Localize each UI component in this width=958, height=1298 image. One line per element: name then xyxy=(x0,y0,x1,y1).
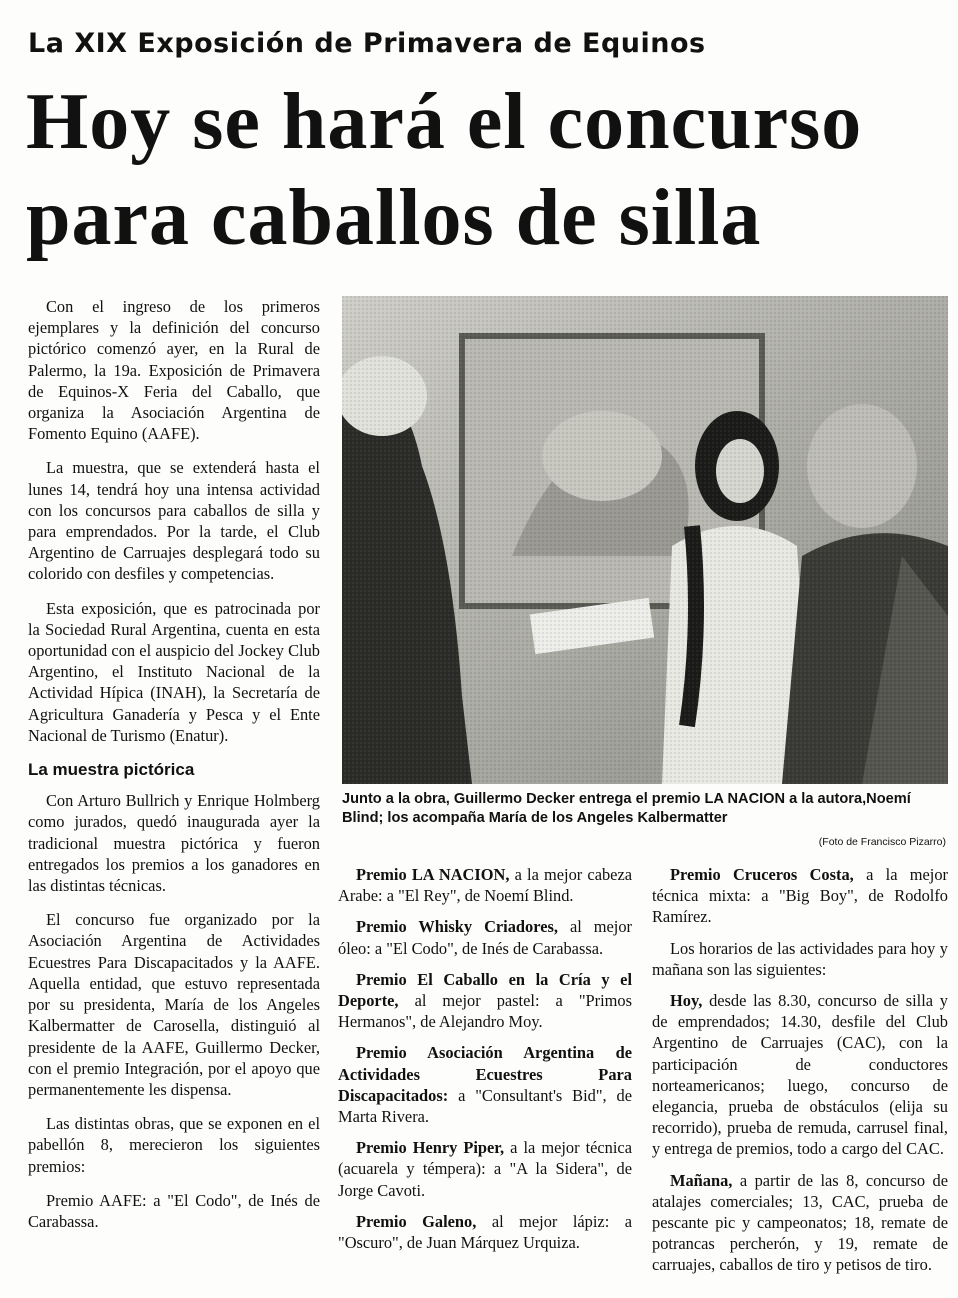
paragraph: Con Arturo Bullrich y Enrique Holmberg como jurados, quedó inaugurada ayer la tradicional muestra pictórica y fueron entregados los premios a los ganadores en las distintas técnicas. xyxy=(28,791,320,896)
award-item: Premio Henry Piper, a la mejor técnica (acuarela y témpera): a "A la Sidera", de Jorge Cavoti. xyxy=(338,1138,632,1200)
paragraph: Con el ingreso de los primeros ejemplares y la definición del concurso pictórico comenzó ayer, en la Rural de Palermo, la 19a. Exposición de Primavera de Equinos-X Feria del Caballo, que organiza la Asociación Argentina de Fomento Equino (AAFE). xyxy=(28,297,320,444)
paragraph: Esta exposición, que es patrocinada por la Sociedad Rural Argentina, cuenta en esta oportunidad con el auspicio del Jockey Club Argentino, el Instituto Nacional de la Actividad Hípica (INAH), la Secretaría de Agricultura Ganadería y Pesca y el Ente Nacional de Turismo (Enatur). xyxy=(28,598,320,745)
paragraph: La muestra, que se extenderá hasta el lunes 14, tendrá hoy una intensa actividad con los concursos para caballos de silla y para emprendados. Por la tarde, el Club Argentino de Carruajes desplegará todo su colorido con desfiles y competencias. xyxy=(28,458,320,584)
award-item: Premio Galeno, al mejor lápiz: a "Oscuro", de Juan Márquez Urquiza. xyxy=(338,1211,633,1253)
paragraph: Las distintas obras, que se exponen en el pabellón 8, merecieron los siguientes premios: xyxy=(28,1114,320,1176)
headline-line-1: Hoy se hará el concurso xyxy=(26,78,863,166)
column-2 xyxy=(338,864,632,1263)
paragraph: El concurso fue organizado por la Asociación Argentina de Actividades Ecuestres Para Discapacitados y la AAFE. Aquella entidad, que estuvo representada por su presidenta, María de los Angeles Kalbermatter de Carosella, distinguió al presidente de la AAFE, Guillermo Decker, con el premio Integración, por el apoyo que permanentemente les dispensa. xyxy=(28,910,320,1099)
headline xyxy=(26,74,936,266)
award-item: Premio Asociación Argentina de Actividades Ecuestres Para Discapacitados: a "Consultant's Bid", de Marta Rivera. xyxy=(338,1043,632,1127)
award-item: Premio LA NACION, a la mejor cabeza Arabe: a "El Rey", de Noemí Blind. xyxy=(338,865,632,906)
award-item: Premio El Caballo en la Cría y el Deporte, al mejor pastel: a "Primos Hermanos", de Alejandro Moy. xyxy=(338,969,632,1032)
section-kicker: La XIX Exposición de Primavera de Equinos xyxy=(28,28,706,59)
photo-credit: (Foto de Francisco Pizarro) xyxy=(818,836,946,848)
column-3 xyxy=(652,864,948,1286)
subheading: La muestra pictórica xyxy=(28,760,195,780)
paragraph: Premio AAFE: a "El Codo", de Inés de Carabassa. xyxy=(28,1190,320,1231)
award-item: Premio Cruceros Costa, a la mejor técnica mixta: a "Big Boy", de Rodolfo Ramírez. xyxy=(652,865,948,927)
headline-line-2: para caballos de silla xyxy=(26,174,762,262)
photo-image xyxy=(342,296,948,784)
award-item: Premio Whisky Criadores, al mejor óleo: a "El Codo", de Inés de Carabassa. xyxy=(338,917,632,958)
paragraph: Los horarios de las actividades para hoy y mañana son las siguientes: xyxy=(652,938,948,979)
schedule-tomorrow: Mañana, a partir de las 8, concurso de atalajes comerciales; 13, CAC, prueba de pescante pic y campeonatos; 18, remate de potrancas percherón, y 19, remate de carruajes, caballos de tiro y petisos de tiro. xyxy=(652,1170,948,1275)
schedule-today: Hoy, desde las 8.30, concurso de silla y de emprendados; 14.30, desfile del Club Argentino de Carruajes (CAC), con la participación de conductores norteamericanos; luego, concurso de elegancia, prueba de obstáculos (elija su recorrido), prueba de remuda, carrusel final, y entrega de premios, todo a cargo del CAC. xyxy=(652,991,948,1159)
news-photo xyxy=(342,296,948,784)
column-1 xyxy=(28,296,320,1245)
photo-caption: Junto a la obra, Guillermo Decker entrega el premio LA NACION a la autora,Noemí Blind; los acompaña María de los Angeles Kalbermatter xyxy=(342,791,911,826)
